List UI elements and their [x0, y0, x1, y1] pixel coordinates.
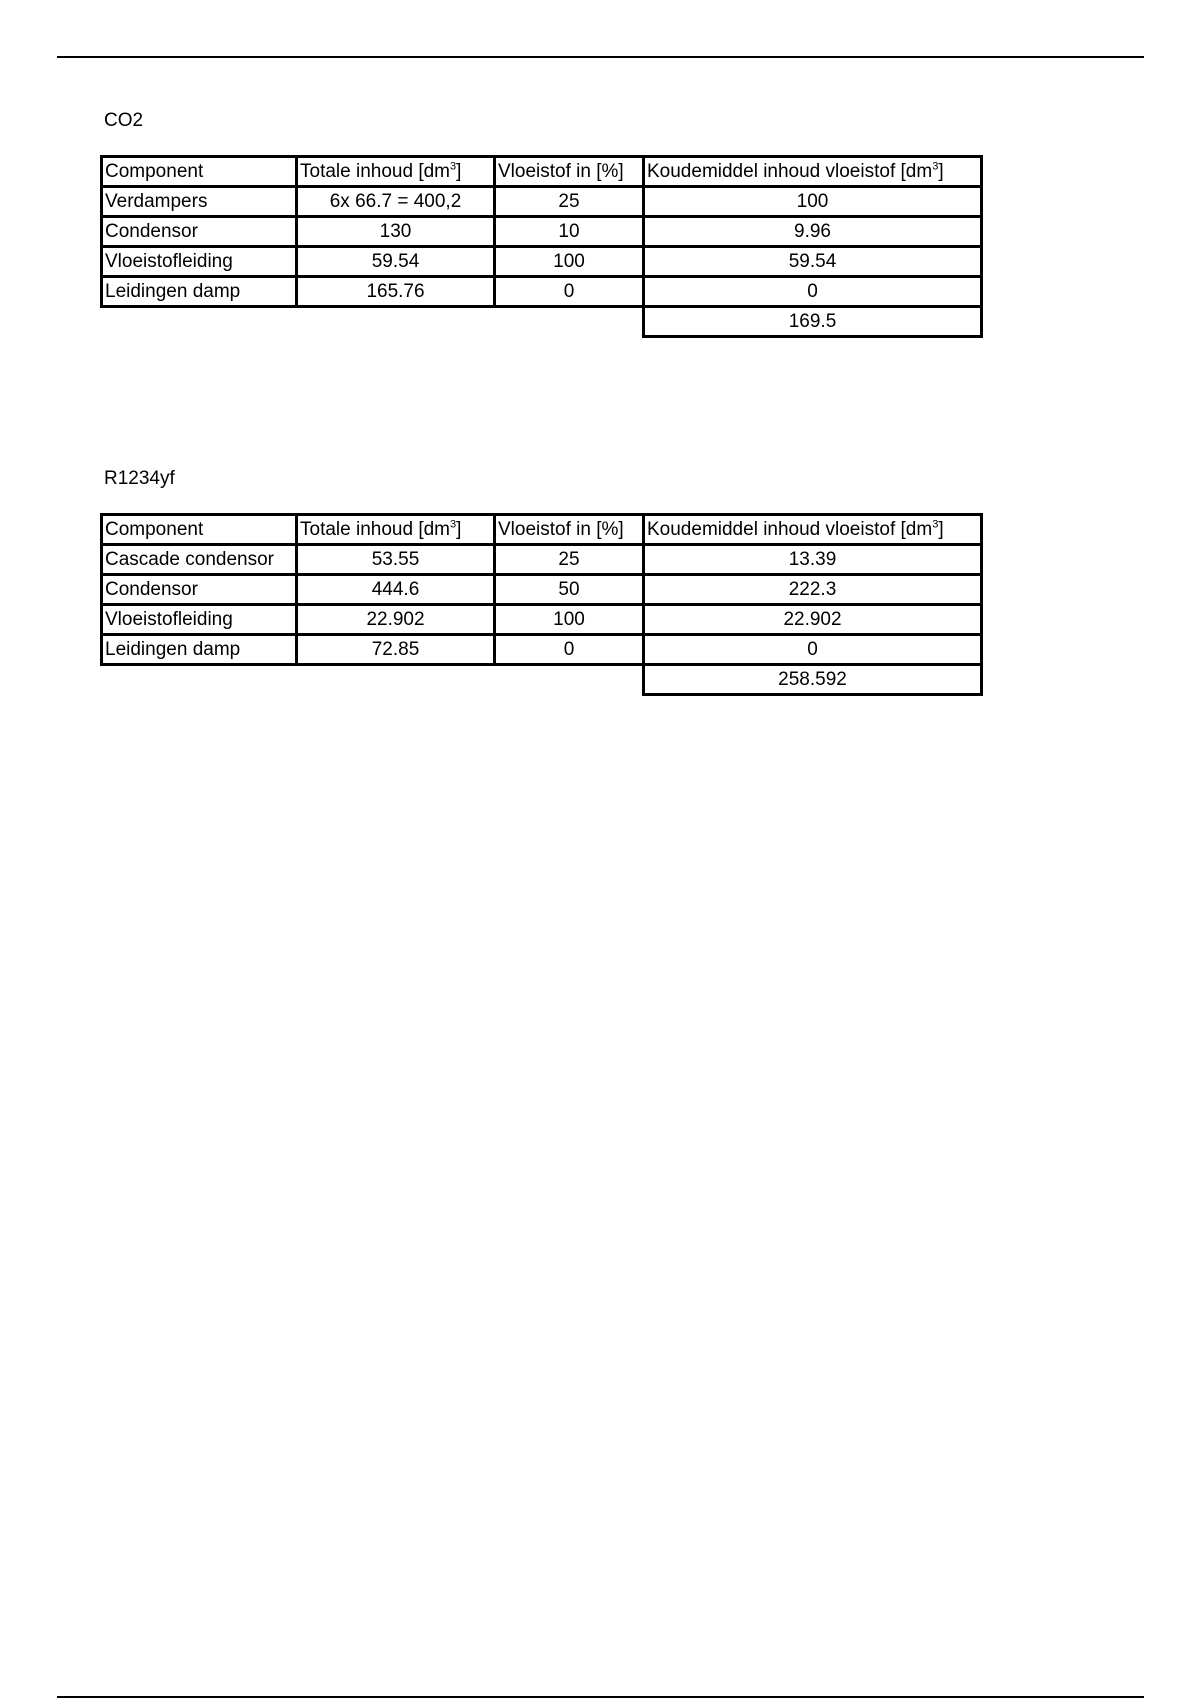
header-text: Koudemiddel inhoud vloeistof [dm [647, 161, 933, 182]
empty-cell [102, 307, 297, 337]
section-title: CO2 [104, 110, 144, 131]
header-totale-inhoud [297, 515, 495, 545]
header-totale-inhoud [297, 157, 495, 187]
data-table [100, 155, 983, 338]
header-superscript: 3 [450, 518, 457, 531]
cell-component: Leidingen damp [102, 635, 297, 665]
header-text: ] [938, 519, 944, 540]
data-table [100, 513, 983, 696]
cell-component: Condensor [102, 575, 297, 605]
header-superscript: 3 [932, 160, 939, 173]
empty-cell [495, 307, 644, 337]
section-r1234yf [100, 468, 983, 696]
cell-totale-inhoud: 165.76 [297, 277, 495, 307]
header-vloeistof: Vloeistof in [%] [495, 515, 644, 545]
cell-total: 169.5 [644, 307, 982, 337]
header-koudemiddel [644, 515, 982, 545]
cell-vloeistof: 100 [495, 247, 644, 277]
section-co2 [100, 110, 983, 338]
cell-totale-inhoud: 53.55 [297, 545, 495, 575]
cell-totale-inhoud: 130 [297, 217, 495, 247]
table-row [102, 217, 982, 247]
empty-cell [102, 665, 297, 695]
section-title: R1234yf [104, 468, 175, 489]
cell-koudemiddel: 22.902 [644, 605, 982, 635]
cell-vloeistof: 0 [495, 635, 644, 665]
cell-totale-inhoud: 72.85 [297, 635, 495, 665]
table-header-row [102, 157, 982, 187]
cell-component: Vloeistofleiding [102, 247, 297, 277]
cell-totale-inhoud: 59.54 [297, 247, 495, 277]
cell-koudemiddel: 222.3 [644, 575, 982, 605]
cell-vloeistof: 10 [495, 217, 644, 247]
cell-totale-inhoud: 22.902 [297, 605, 495, 635]
cell-component: Cascade condensor [102, 545, 297, 575]
empty-cell [297, 307, 495, 337]
cell-totale-inhoud: 444.6 [297, 575, 495, 605]
cell-component: Condensor [102, 217, 297, 247]
cell-vloeistof: 100 [495, 605, 644, 635]
table-total-row [102, 307, 982, 337]
table-row [102, 545, 982, 575]
header-rule [57, 56, 1144, 58]
header-text: Totale inhoud [dm [300, 161, 450, 182]
table-header-row [102, 515, 982, 545]
table-row [102, 575, 982, 605]
empty-cell [495, 665, 644, 695]
header-vloeistof: Vloeistof in [%] [495, 157, 644, 187]
cell-component: Verdampers [102, 187, 297, 217]
cell-vloeistof: 25 [495, 187, 644, 217]
cell-component: Vloeistofleiding [102, 605, 297, 635]
cell-koudemiddel: 0 [644, 635, 982, 665]
header-text: ] [456, 519, 462, 540]
header-text: ] [456, 161, 462, 182]
cell-vloeistof: 0 [495, 277, 644, 307]
cell-component: Leidingen damp [102, 277, 297, 307]
header-text: Koudemiddel inhoud vloeistof [dm [647, 519, 933, 540]
cell-totale-inhoud: 6x 66.7 = 400,2 [297, 187, 495, 217]
cell-vloeistof: 50 [495, 575, 644, 605]
table-row [102, 635, 982, 665]
table-row [102, 605, 982, 635]
cell-koudemiddel: 0 [644, 277, 982, 307]
empty-cell [297, 665, 495, 695]
cell-koudemiddel: 13.39 [644, 545, 982, 575]
cell-koudemiddel: 9.96 [644, 217, 982, 247]
cell-total: 258.592 [644, 665, 982, 695]
cell-koudemiddel: 100 [644, 187, 982, 217]
header-text: Totale inhoud [dm [300, 519, 450, 540]
header-superscript: 3 [450, 160, 457, 173]
table-row [102, 247, 982, 277]
header-component: Component [102, 157, 297, 187]
cell-koudemiddel: 59.54 [644, 247, 982, 277]
table-row [102, 187, 982, 217]
header-superscript: 3 [932, 518, 939, 531]
footer-rule [57, 1696, 1144, 1698]
header-koudemiddel [644, 157, 982, 187]
cell-vloeistof: 25 [495, 545, 644, 575]
table-row [102, 277, 982, 307]
header-text: ] [938, 161, 944, 182]
header-component: Component [102, 515, 297, 545]
table-total-row [102, 665, 982, 695]
